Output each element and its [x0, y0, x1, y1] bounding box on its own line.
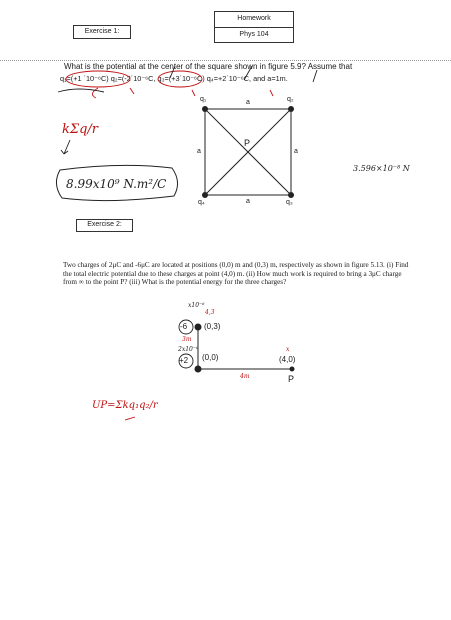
square-side-right: a: [294, 148, 298, 155]
exercise1-question: What is the potential at the center of the square shown in figure 5.9? Assume that: [64, 62, 353, 71]
formula-arrow: [61, 140, 70, 154]
square-label-q4: q₄: [198, 199, 205, 206]
square-side-left: a: [197, 148, 201, 155]
ex2-bottom-charge: +2: [179, 356, 189, 365]
ex2-left-distance: 3m: [182, 336, 192, 343]
side-length: and a=1m.: [253, 74, 288, 83]
ex2-bottom-distance: 4m: [240, 373, 250, 380]
square-side-top: a: [246, 99, 250, 106]
ex2-x-mark: x: [286, 346, 290, 353]
square-label-q2: q₂: [287, 96, 294, 103]
ex2-figure: [198, 327, 292, 369]
handwritten-marks-ex1-dark: [58, 66, 317, 92]
exercise1-label: Exercise 1:: [84, 28, 120, 35]
square-label-q3: q₃: [286, 199, 293, 206]
charge-q3: q₃=(+3´10⁻⁶C): [157, 74, 205, 83]
ex2-p-coord: (4,0): [279, 355, 296, 364]
square-side-bottom: a: [246, 198, 250, 205]
ex2-top-note: 4,3: [205, 309, 215, 316]
charge-q4: q₄=+2´10⁻⁶C,: [206, 74, 252, 83]
ex2-top-charge: -6: [180, 322, 188, 331]
ex2-top-exponent: x10⁻⁶: [188, 302, 205, 309]
square-label-center: P: [244, 138, 251, 148]
ex2-left-exponent: 2x10⁻⁶: [178, 346, 199, 353]
homework-title: Homework: [237, 15, 271, 22]
square-label-q1: q₁: [200, 96, 207, 103]
handwritten-answer: 8.99x10⁹ N.m²/C: [66, 177, 167, 191]
ex2-bottom-coord: (0,0): [202, 353, 219, 362]
charge-q1: q₁=(+1 ´10⁻⁶C): [60, 74, 109, 83]
ex2-p-label: P: [288, 374, 295, 384]
handwritten-right-note: 3.596×10⁻⁸ N: [353, 164, 410, 173]
ex2-top-coord: (0,3): [204, 322, 221, 331]
handwritten-formula: kΣq/r: [62, 122, 98, 137]
course-name: Phys 104: [239, 31, 269, 38]
exercise2-label: Exercise 2:: [87, 221, 122, 228]
handwritten-marks-ex1: [66, 71, 273, 98]
ex2-left-formula: UP=Σkq₁q₂/r: [92, 400, 158, 411]
square-diagram: [205, 109, 291, 195]
exercise2-question: Two charges of 2μC and -6μC are located at positions (0,0) m and (0,3) m, respectively as shown in figure 5.13. (i) Find the total electric potential due to these charges at point (4,0) m. (ii) How much work is required to bring a 3μC charge from ∞ to the point P? (iii) What is the potential energy for the three charges?: [63, 261, 409, 287]
exercise2-label-box: [76, 219, 133, 232]
ex2-bottom-mark: [125, 417, 135, 420]
charge-q2: q₂=(-2´10⁻⁶C,: [110, 74, 156, 83]
